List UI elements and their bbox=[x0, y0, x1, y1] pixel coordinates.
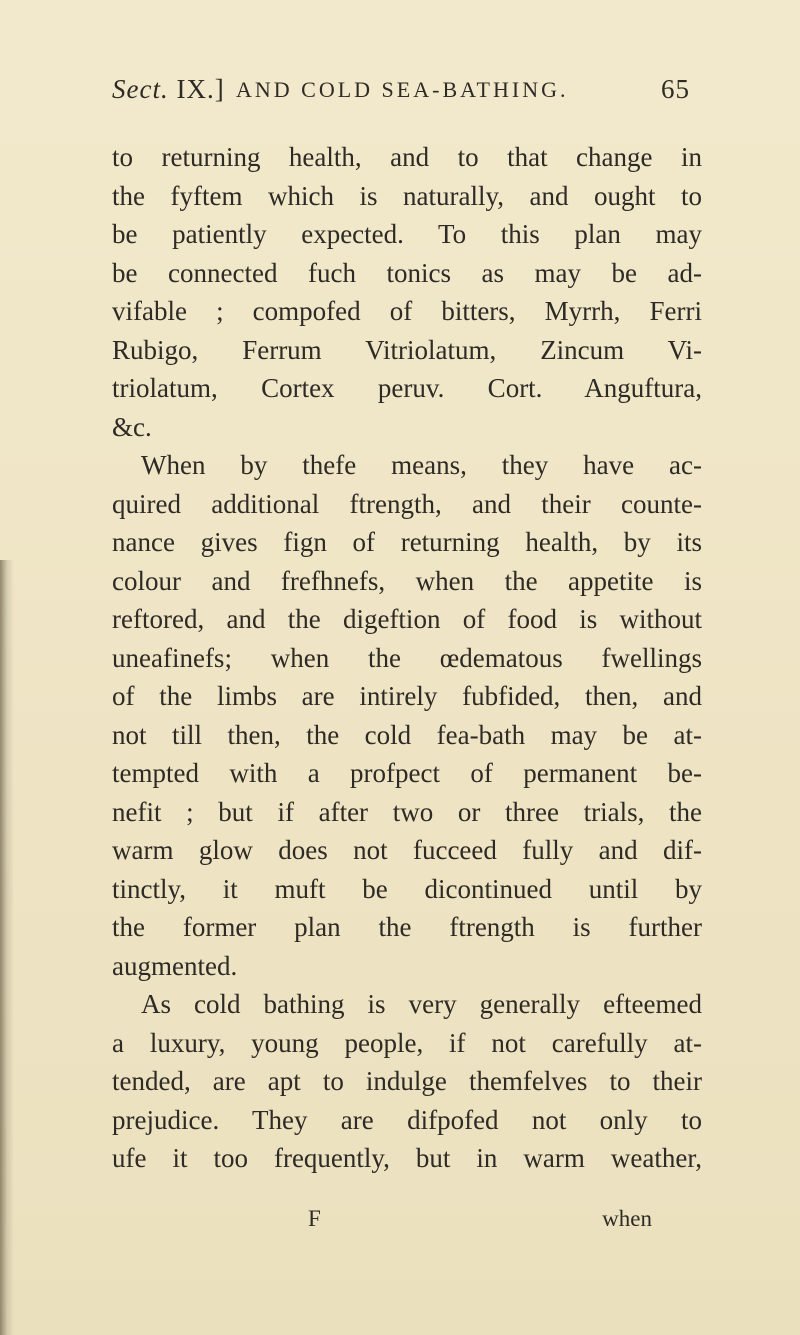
section-reference bbox=[112, 74, 225, 105]
page-number: 65 bbox=[661, 74, 690, 104]
text-line: prejudice. They are difpofed not only to bbox=[112, 1104, 702, 1135]
text-line: of the limbs are intirely fubfided, then, and bbox=[112, 681, 702, 711]
text-line: augmented. bbox=[112, 950, 238, 981]
page-edge-shadow bbox=[0, 560, 14, 1335]
running-title: AND COLD SEA-BATHING. bbox=[236, 77, 569, 102]
text-line: to returning health, and to that change in bbox=[112, 142, 702, 172]
text-line: colour and frefhnefs, when the appetite is bbox=[112, 565, 702, 596]
text-line: nefit ; but if after two or three trials, the bbox=[112, 796, 702, 827]
text-line: triolatum, Cortex peruv. Cort. Anguftura, bbox=[112, 373, 702, 403]
text-line: reftored, and the digeftion of food is without bbox=[112, 604, 702, 634]
text-line: tinctly, it muft be dicontinued until by bbox=[112, 873, 702, 904]
text-line: be connected fuch tonics as may be ad- bbox=[112, 257, 702, 288]
section-number: IX.] bbox=[176, 74, 225, 104]
text-line: Rubigo, Ferrum Vitriolatum, Zincum Vi- bbox=[112, 334, 702, 365]
text-line: warm glow does not fucceed fully and dif- bbox=[112, 835, 702, 865]
signature-mark: F bbox=[308, 1206, 321, 1231]
text-line: tempted with a profpect of permanent be- bbox=[112, 758, 702, 788]
text-line: ufe it too frequently, but in warm weather, bbox=[112, 1143, 702, 1173]
text-line: vifable ; compofed of bitters, Myrrh, Ferri bbox=[112, 296, 702, 326]
text-line: the former plan the ftrength is further bbox=[112, 912, 702, 942]
text-line: a luxury, young people, if not carefully at- bbox=[112, 1027, 702, 1058]
text-line: uneafinefs; when the œdematous fwellings bbox=[112, 642, 702, 673]
text-line: As cold bathing is very generally efteemed bbox=[141, 989, 702, 1019]
section-prefix: Sect. bbox=[112, 74, 169, 104]
page-footer bbox=[112, 1206, 652, 1244]
text-line: the fyftem which is naturally, and ought to bbox=[112, 180, 702, 211]
text-line: nance gives fign of returning health, by its bbox=[112, 527, 702, 557]
body-text bbox=[112, 138, 702, 1178]
text-line: When by thefe means, they have ac- bbox=[141, 450, 702, 480]
text-line: &c. bbox=[112, 411, 152, 442]
text-line: not till then, the cold fea-bath may be at- bbox=[112, 719, 702, 750]
text-line: tended, are apt to indulge themfelves to their bbox=[112, 1066, 702, 1096]
running-header bbox=[112, 74, 690, 114]
text-line: be patiently expected. To this plan may bbox=[112, 219, 702, 249]
text-line: quired additional ftrength, and their counte- bbox=[112, 488, 702, 519]
catchword: when bbox=[602, 1206, 652, 1231]
